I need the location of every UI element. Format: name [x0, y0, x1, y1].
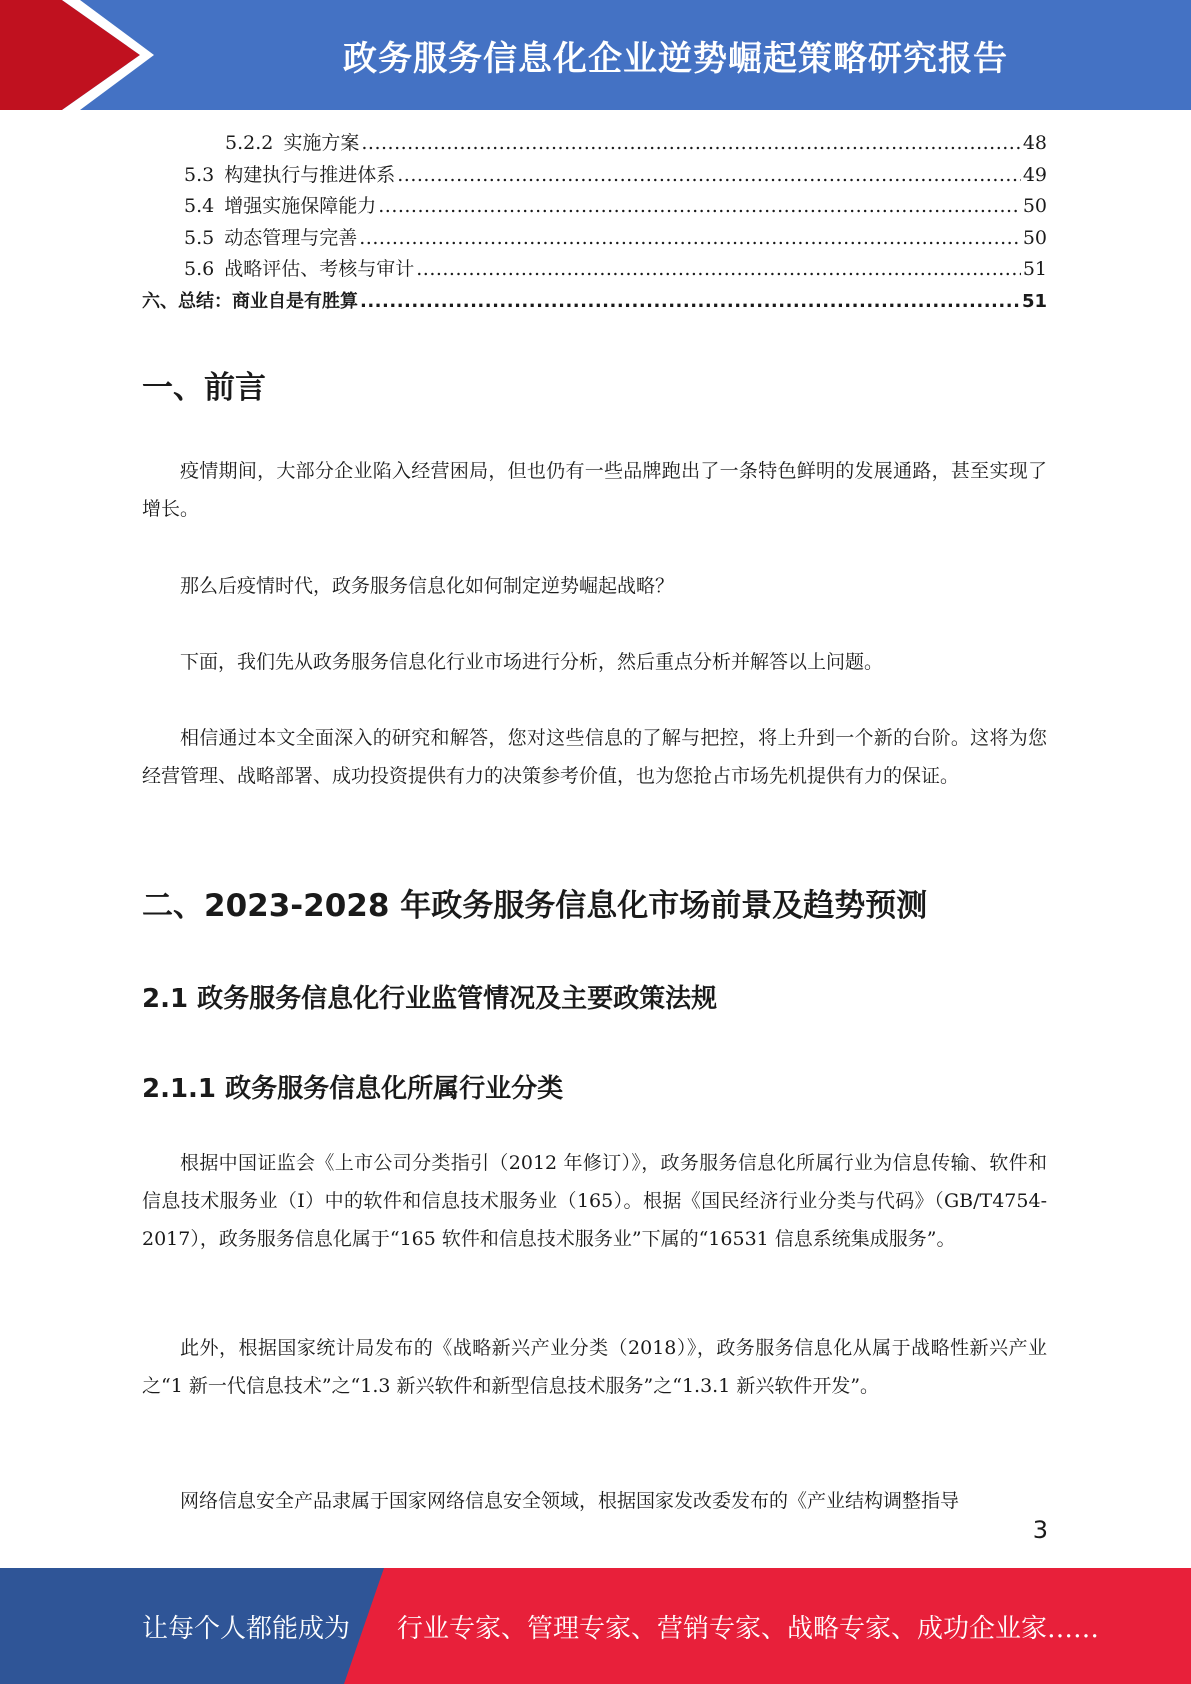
- toc-item-label: 动态管理与完善: [224, 226, 358, 249]
- subsection-heading: 2.1 政务服务信息化行业监管情况及主要政策法规: [142, 984, 718, 1014]
- paragraph: 下面，我们先从政务服务信息化行业市场进行分析，然后重点分析并解答以上问题。: [180, 651, 884, 673]
- toc-leader-dots: [360, 286, 1020, 318]
- toc-item-label: 增强实施保障能力: [224, 195, 377, 217]
- table-of-contents: [142, 128, 1047, 317]
- header-arrow-decoration: [0, 0, 160, 110]
- toc-item-page: 49: [1022, 163, 1047, 186]
- paragraph: 根据中国证监会《上市公司分类指引（2012 年修订）》，政务服务信息化所属行业为信息传输、软件和信息技术服务业（I）中的软件和信息技术服务业（165）。根据《国民经济行业分类与代码》（GB/T4754-2017），政务服务信息化属于“165 软件和信息技术服务业”下属的“16531 信息系统集成服务”。: [142, 1152, 1047, 1250]
- page-number: 3: [1032, 1516, 1048, 1544]
- paragraph: 疫情期间，大部分企业陷入经营困局，但也仍有一些品牌跑出了一条特色鲜明的发展通路，甚至实现了增长。: [142, 460, 1047, 520]
- toc-leader-dots: [359, 223, 1021, 255]
- toc-item[interactable]: [142, 160, 1047, 192]
- footer-slogan-left: 让每个人都能成为: [142, 1613, 351, 1644]
- report-title: 政务服务信息化企业逆势崛起策略研究报告: [343, 38, 1008, 79]
- toc-item-page: 48: [1022, 132, 1047, 154]
- toc-item-label: 构建执行与推进体系: [224, 163, 396, 186]
- toc-item[interactable]: [142, 128, 1047, 160]
- toc-item-label: 战略评估、考核与审计: [224, 258, 415, 280]
- toc-leader-dots: [378, 191, 1021, 223]
- paragraph: 相信通过本文全面深入的研究和解答，您对这些信息的了解与把控，将上升到一个新的台阶。这将为您经营管理、战略部署、成功投资提供有力的决策参考价值，也为您抢占市场先机提供有力的保证。: [142, 727, 1047, 787]
- toc-item-number: 5.5: [184, 226, 215, 249]
- toc-item-number: 5.2.2: [225, 132, 274, 154]
- toc-item-page: 51: [1021, 290, 1047, 312]
- page-header: [0, 0, 1191, 110]
- paragraph: 此外，根据国家统计局发布的《战略新兴产业分类（2018）》，政务服务信息化从属于战略性新兴产业之“1 新一代信息技术”之“1.3 新兴软件和新型信息技术服务”之“1.3.1 新兴软件开发”。: [142, 1337, 1047, 1397]
- toc-leader-dots: [416, 254, 1021, 286]
- paragraph: 那么后疫情时代，政务服务信息化如何制定逆势崛起战略？: [180, 575, 675, 597]
- toc-item-page: 50: [1022, 226, 1047, 249]
- paragraph: 网络信息安全产品隶属于国家网络信息安全领域，根据国家发改委发布的《产业结构调整指导: [180, 1490, 960, 1512]
- toc-item[interactable]: [142, 191, 1047, 223]
- section-heading: 一、前言: [142, 370, 266, 406]
- footer-slogan-right: 行业专家、管理专家、营销专家、战略专家、成功企业家……: [397, 1613, 1100, 1644]
- toc-item-number: 5.4: [184, 195, 215, 217]
- section-heading: 二、2023-2028 年政务服务信息化市场前景及趋势预测: [142, 888, 928, 924]
- toc-item-page: 51: [1022, 258, 1047, 280]
- subsection-heading: 2.1.1 政务服务信息化所属行业分类: [142, 1074, 564, 1104]
- toc-item-label: 实施方案: [283, 132, 360, 154]
- toc-item[interactable]: [142, 286, 1047, 318]
- toc-item-number: 5.3: [184, 163, 215, 186]
- toc-item-page: 50: [1022, 195, 1047, 217]
- toc-item-label: 六、总结：商业自是有胜算: [142, 290, 358, 312]
- toc-leader-dots: [361, 128, 1020, 160]
- toc-item[interactable]: [142, 223, 1047, 255]
- toc-leader-dots: [397, 160, 1021, 192]
- page-footer: [0, 1568, 1191, 1684]
- toc-item[interactable]: [142, 254, 1047, 286]
- toc-item-number: 5.6: [184, 258, 215, 280]
